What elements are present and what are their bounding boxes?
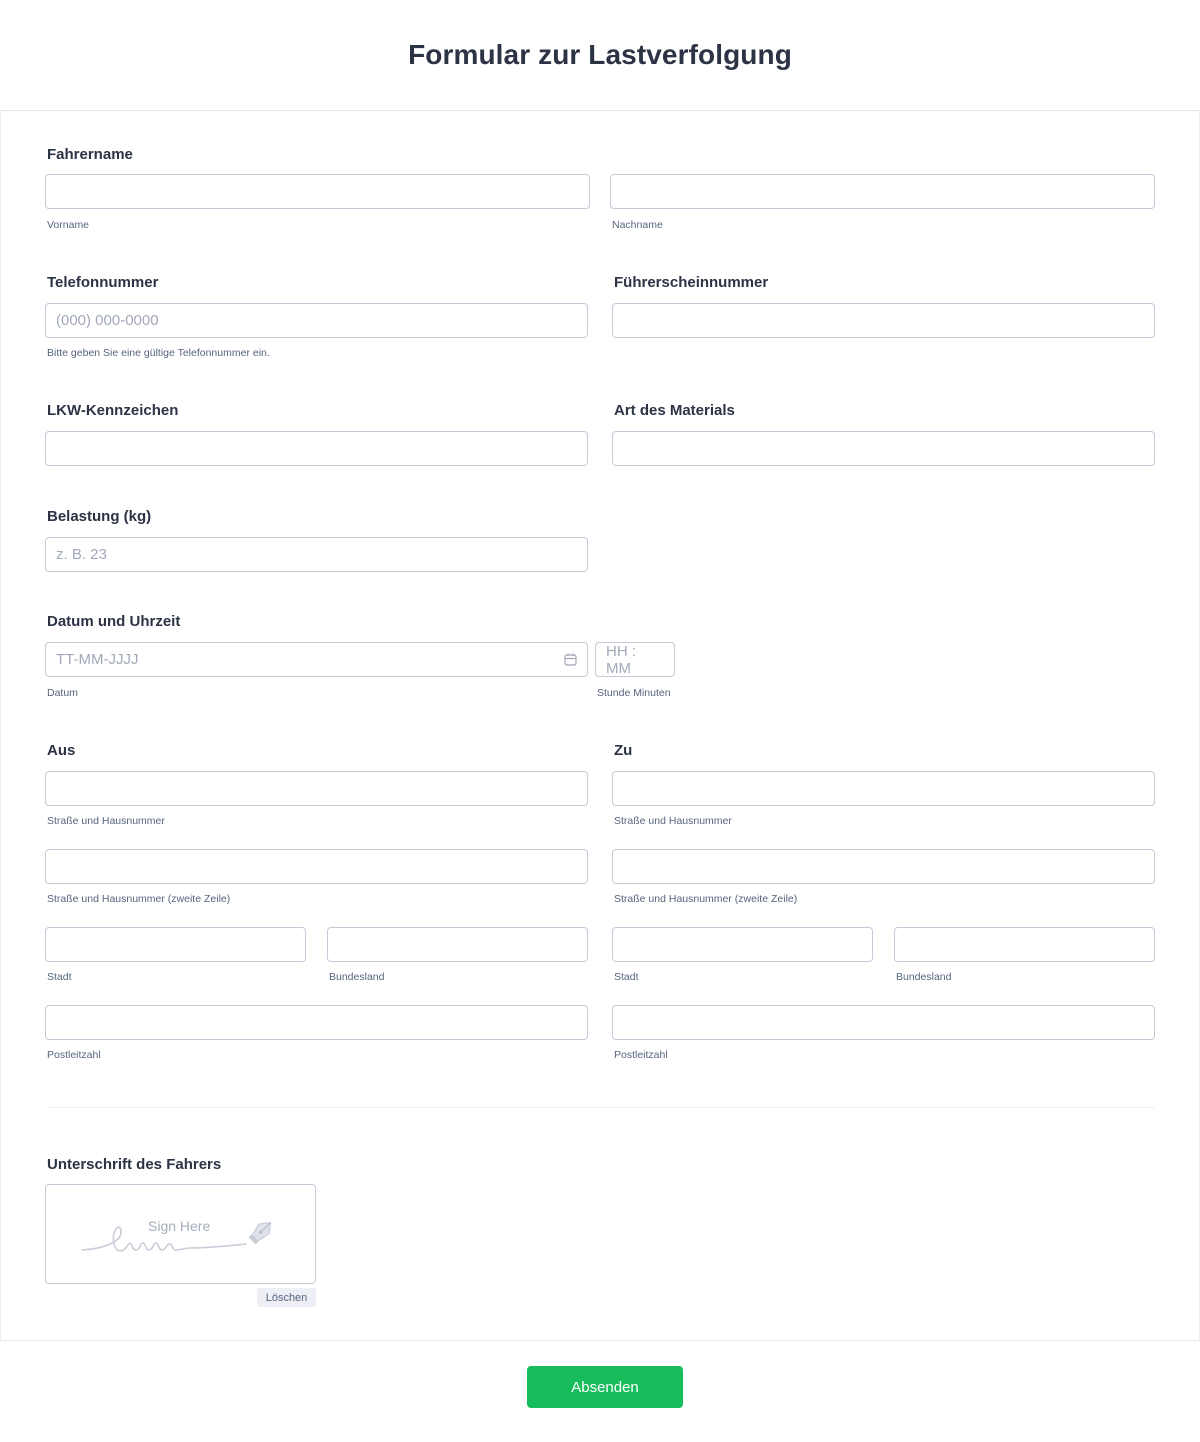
calendar-icon[interactable] [564, 653, 577, 666]
from-zip-sublabel: Postleitzahl [47, 1049, 101, 1061]
form-border-left [0, 111, 1, 1341]
first-name-input[interactable] [45, 174, 590, 209]
license-label: Führerscheinnummer [614, 274, 769, 291]
submit-button[interactable]: Absenden [527, 1366, 683, 1408]
first-name-sublabel: Vorname [47, 219, 90, 231]
form-title: Formular zur Lastverfolgung [408, 39, 792, 70]
to-street-sublabel: Straße und Hausnummer [614, 815, 732, 827]
load-label: Belastung (kg) [47, 508, 152, 525]
phone-label: Telefonnummer [47, 274, 159, 291]
material-input[interactable] [612, 431, 1155, 466]
date-placeholder: TT-MM-JJJJ [56, 651, 139, 668]
clear-signature-button[interactable]: Löschen [257, 1288, 316, 1307]
datetime-label: Datum und Uhrzeit [47, 613, 181, 630]
from-street-sublabel: Straße und Hausnummer [47, 815, 165, 827]
signature-pad[interactable] [45, 1184, 316, 1284]
to-zip-input[interactable] [612, 1005, 1155, 1040]
from-label: Aus [47, 742, 76, 759]
from-city-sublabel: Stadt [47, 971, 72, 983]
footer-divider [0, 1340, 1200, 1341]
from-zip-input[interactable] [45, 1005, 588, 1040]
from-street2-sublabel: Straße und Hausnummer (zweite Zeile) [47, 893, 231, 905]
signature-hint: Sign Here [148, 1218, 211, 1234]
phone-hint: Bitte geben Sie eine gültige Telefonnummer ein. [47, 347, 270, 359]
time-placeholder: HH : MM [606, 642, 636, 677]
from-state-input[interactable] [327, 927, 588, 962]
form-header [0, 0, 1200, 111]
to-street2-input[interactable] [612, 849, 1155, 884]
from-street2-input[interactable] [45, 849, 588, 884]
driver-name-label: Fahrername [47, 146, 133, 163]
to-city-input[interactable] [612, 927, 873, 962]
time-input[interactable] [595, 642, 675, 677]
to-state-sublabel: Bundesland [896, 971, 952, 983]
to-street-input[interactable] [612, 771, 1155, 806]
date-sublabel: Datum [47, 687, 78, 699]
from-street-input[interactable] [45, 771, 588, 806]
time-sublabel: Stunde Minuten [597, 687, 671, 699]
to-city-sublabel: Stadt [614, 971, 639, 983]
material-label: Art des Materials [614, 402, 735, 419]
phone-placeholder: (000) 000-0000 [56, 312, 159, 329]
license-input[interactable] [612, 303, 1155, 338]
to-zip-sublabel: Postleitzahl [614, 1049, 668, 1061]
load-input[interactable] [45, 537, 588, 572]
section-divider [47, 1107, 1155, 1108]
to-state-input[interactable] [894, 927, 1155, 962]
last-name-input[interactable] [610, 174, 1155, 209]
phone-input[interactable] [45, 303, 588, 338]
from-state-sublabel: Bundesland [329, 971, 385, 983]
to-label: Zu [614, 742, 633, 759]
signature-label: Unterschrift des Fahrers [47, 1156, 222, 1173]
date-input[interactable] [45, 642, 588, 677]
last-name-sublabel: Nachname [612, 219, 663, 231]
from-city-input[interactable] [45, 927, 306, 962]
truck-plate-label: LKW-Kennzeichen [47, 402, 179, 419]
truck-plate-input[interactable] [45, 431, 588, 466]
pen-nib-icon [246, 1215, 278, 1247]
load-placeholder: z. B. 23 [56, 546, 107, 563]
to-street2-sublabel: Straße und Hausnummer (zweite Zeile) [614, 893, 798, 905]
